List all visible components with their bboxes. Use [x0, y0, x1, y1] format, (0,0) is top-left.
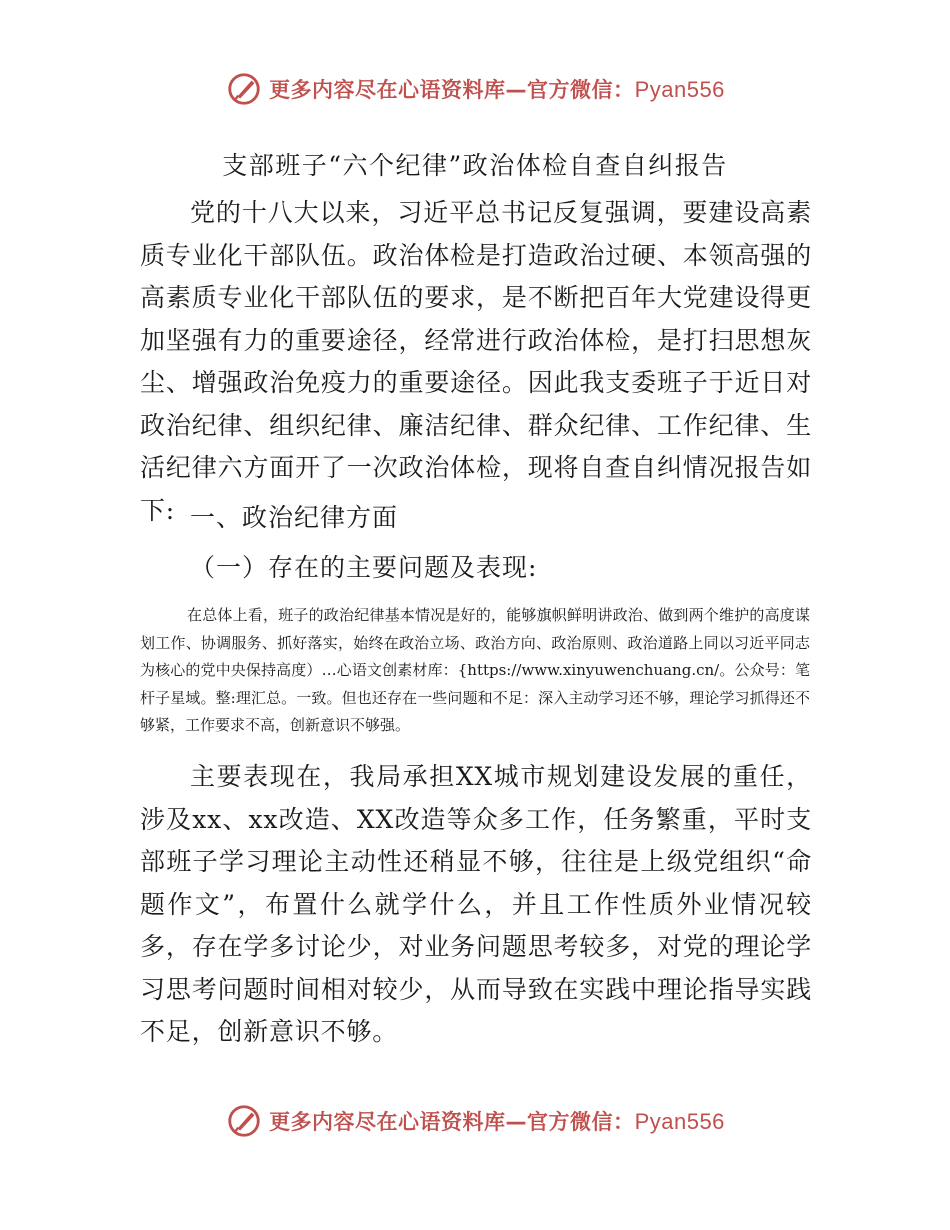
header-watermark	[0, 66, 950, 112]
watermark-text: 更多内容尽在心语资料库—官方微信：Pyan556	[269, 77, 725, 102]
watermark-text: 更多内容尽在心语资料库—官方微信：Pyan556	[269, 1109, 725, 1134]
watermark-wechat-id: Pyan556	[634, 1109, 725, 1134]
footer-watermark	[0, 1098, 950, 1144]
page-title: 支部班子“六个纪律”政治体检自查自纠报告	[222, 151, 728, 180]
intro-paragraph: 党的十八大以来，习近平总书记反复强调，要建设高素质专业化干部队伍。政治体检是打造政治过硬、本领高强的高素质专业化干部队伍的要求，是不断把百年大党建设得更加坚强有力的重要途径，经常进行政治体检，是打扫思想灰尘、增强政治免疫力的重要途径。因此我支委班子于近日对政治纪律、组织纪律、廉洁纪律、群众纪律、工作纪律、生活纪律六方面开了一次政治体检，现将自查自纠情况报告如下:	[140, 198, 812, 525]
subsection-heading: （一）存在的主要问题及表现:	[190, 553, 538, 582]
body-paragraph: 主要表现在，我局承担XX城市规划建设发展的重任，涉及xx、xx改造、XX改造等众多工作，任务繁重，平时支部班子学习理论主动性还稍显不够，往往是上级党组织“命题作文”，布置什么就学什么，并且工作性质外业情况较多，存在学多讨论少，对业务问题思考较多，对党的理论学习思考问题时间相对较少，从而导致在实践中理论指导实践不足，创新意识不够。	[140, 762, 812, 1046]
summary-paragraph: 在总体上看，班子的政治纪律基本情况是好的，能够旗帜鲜明讲政治、做到两个维护的高度谋划工作、协调服务、抓好落实，始终在政治立场、政治方向、政治原则、政治道路上同以习近平同志为核心的党中央保持高度）…心语文创素材库：{https://www.xinyuwenchuang.cn/。公众号：笔杆子星域。整:理汇总。一致。但也还存在一些问题和不足：深入主动学习还不够，理论学习抓得还不够紧，工作要求不高，创新意识不够强。	[140, 606, 810, 734]
watermark-wechat-id: Pyan556	[634, 77, 725, 102]
section-heading: 一、政治纪律方面	[190, 503, 399, 532]
quill-logo-icon	[225, 70, 263, 108]
quill-logo-icon	[225, 1102, 263, 1140]
